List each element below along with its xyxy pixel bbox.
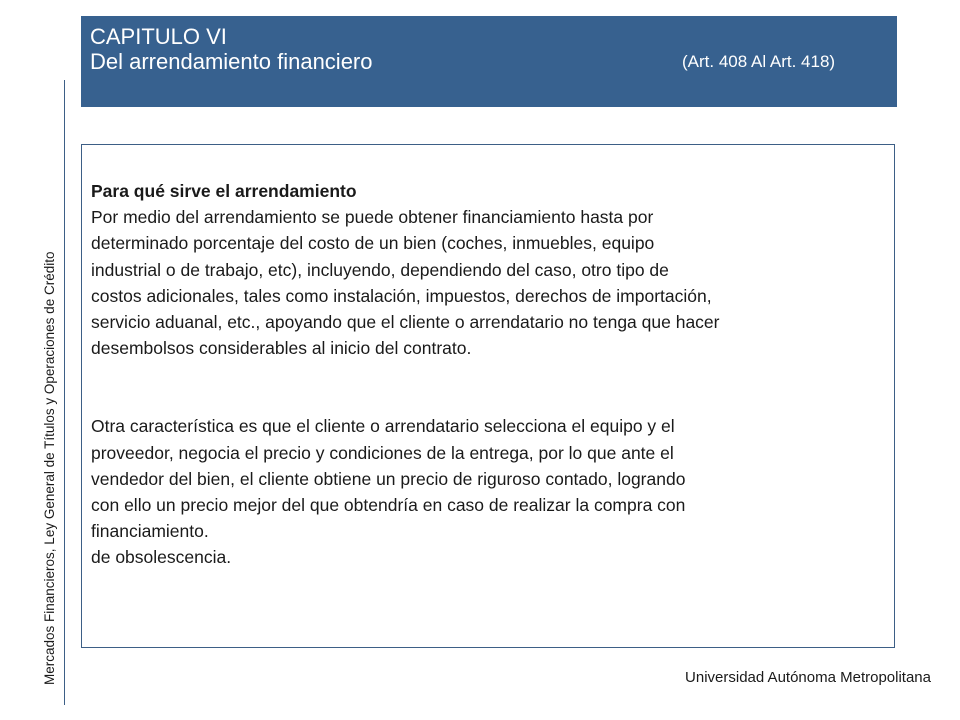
- text-line: Por medio del arrendamiento se puede obtener financiamiento hasta por: [91, 207, 654, 228]
- paragraph-spacer: [91, 361, 894, 413]
- text-line: Otra característica es que el cliente o arrendatario selecciona el equipo y el: [91, 416, 675, 437]
- text-line: industrial o de trabajo, etc), incluyendo, dependiendo del caso, otro tipo de: [91, 259, 669, 280]
- text-line: desembolsos considerables al inicio del contrato.: [91, 338, 472, 359]
- text-line: de obsolescencia.: [91, 547, 232, 568]
- text-line: con ello un precio mejor del que obtendría en caso de realizar la compra con: [91, 495, 686, 516]
- side-course-label: Mercados Financieros, Ley General de Títulos y Operaciones de Crédito: [42, 251, 57, 685]
- paragraph-1: [91, 204, 894, 361]
- chapter-title: CAPITULO VI: [90, 24, 227, 49]
- paragraph-2: [91, 413, 894, 570]
- title-banner: [81, 16, 897, 107]
- text-line: costos adicionales, tales como instalación, impuestos, derechos de importación,: [91, 285, 712, 306]
- article-range: (Art. 408 Al Art. 418): [682, 52, 836, 71]
- side-divider-line: [64, 80, 65, 705]
- text-line: proveedor, negocia el precio y condiciones de la entrega, por lo que ante el: [91, 442, 674, 463]
- text-line: determinado porcentaje del costo de un bien (coches, inmuebles, equipo: [91, 233, 655, 254]
- content-box: [81, 144, 895, 648]
- text-line: financiamiento.: [91, 521, 209, 542]
- text-line: servicio aduanal, etc., apoyando que el cliente o arrendatario no tenga que hacer: [91, 312, 720, 333]
- text-line: vendedor del bien, el cliente obtiene un precio de riguroso contado, logrando: [91, 468, 686, 489]
- university-footer: Universidad Autónoma Metropolitana: [685, 669, 931, 686]
- section-title: Del arrendamiento financiero: [90, 49, 373, 74]
- content-heading: Para qué sirve el arrendamiento: [91, 181, 357, 201]
